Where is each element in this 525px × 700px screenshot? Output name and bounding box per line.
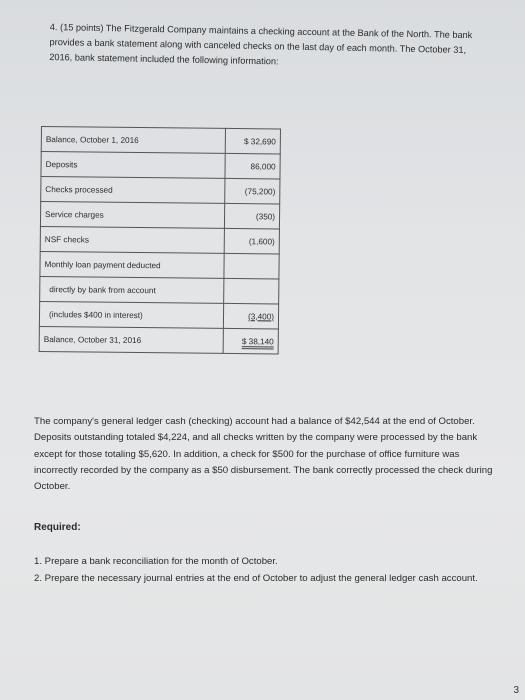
row-label: Service charges: [40, 202, 224, 229]
row-label: Deposits: [41, 152, 225, 179]
row-amount: $ 38,140: [242, 337, 274, 349]
problem-paragraph: The company's general ledger cash (checking) account had a balance of $42,544 at the end of October. Deposits outstanding totaled $4,224, and all checks written by the company were processed by the bank except for those totaling $5,620. In addition, a check for $500 for the purchase of office furniture was incorrectly recorded by the company as a $50 disbursement. The bank correctly processed the check during October.: [34, 416, 493, 493]
bank-statement-table: [39, 126, 281, 355]
row-label: directly by bank from account: [40, 276, 224, 303]
row-amount: (350): [224, 203, 279, 229]
required-heading: Required:: [34, 522, 81, 533]
row-amount: (3,400): [248, 311, 275, 321]
table-row: [39, 326, 278, 354]
table-row: [40, 226, 279, 254]
table-row: [41, 127, 280, 155]
row-amount: (75,200): [225, 178, 280, 204]
row-label: Balance, October 31, 2016: [39, 326, 223, 353]
row-label: Checks processed: [41, 177, 225, 204]
problem-intro: 4. (15 points) The Fitzgerald Company maintains a checking account at the Bank of the North. The bank provides a bank statement along with canceled checks on the last day of each month. The October 31, 2016, bank statement included the following information:: [49, 21, 473, 67]
table-row: [41, 177, 280, 205]
table-row: [40, 251, 279, 279]
table-row: [40, 276, 279, 304]
row-amount: (1,600): [224, 228, 279, 254]
row-amount: $ 32,690: [225, 128, 280, 154]
row-label: (includes $400 in interest): [39, 301, 223, 328]
row-label: Monthly loan payment deducted: [40, 251, 224, 278]
row-amount: 86,000: [225, 153, 280, 179]
page-number: 3: [513, 685, 519, 696]
list-item: 1. Prepare a bank reconciliation for the month of October.: [34, 556, 278, 567]
row-amount: [224, 253, 279, 279]
table-row: [41, 152, 280, 180]
row-amount: [224, 278, 279, 304]
list-item: 2. Prepare the necessary journal entries at the end of October to adjust the general ledger cash account.: [34, 573, 478, 584]
row-label: Balance, October 1, 2016: [41, 127, 225, 154]
row-label: NSF checks: [40, 226, 224, 253]
table-row: [39, 301, 278, 329]
task-list: [34, 553, 504, 587]
table-row: [40, 202, 279, 230]
